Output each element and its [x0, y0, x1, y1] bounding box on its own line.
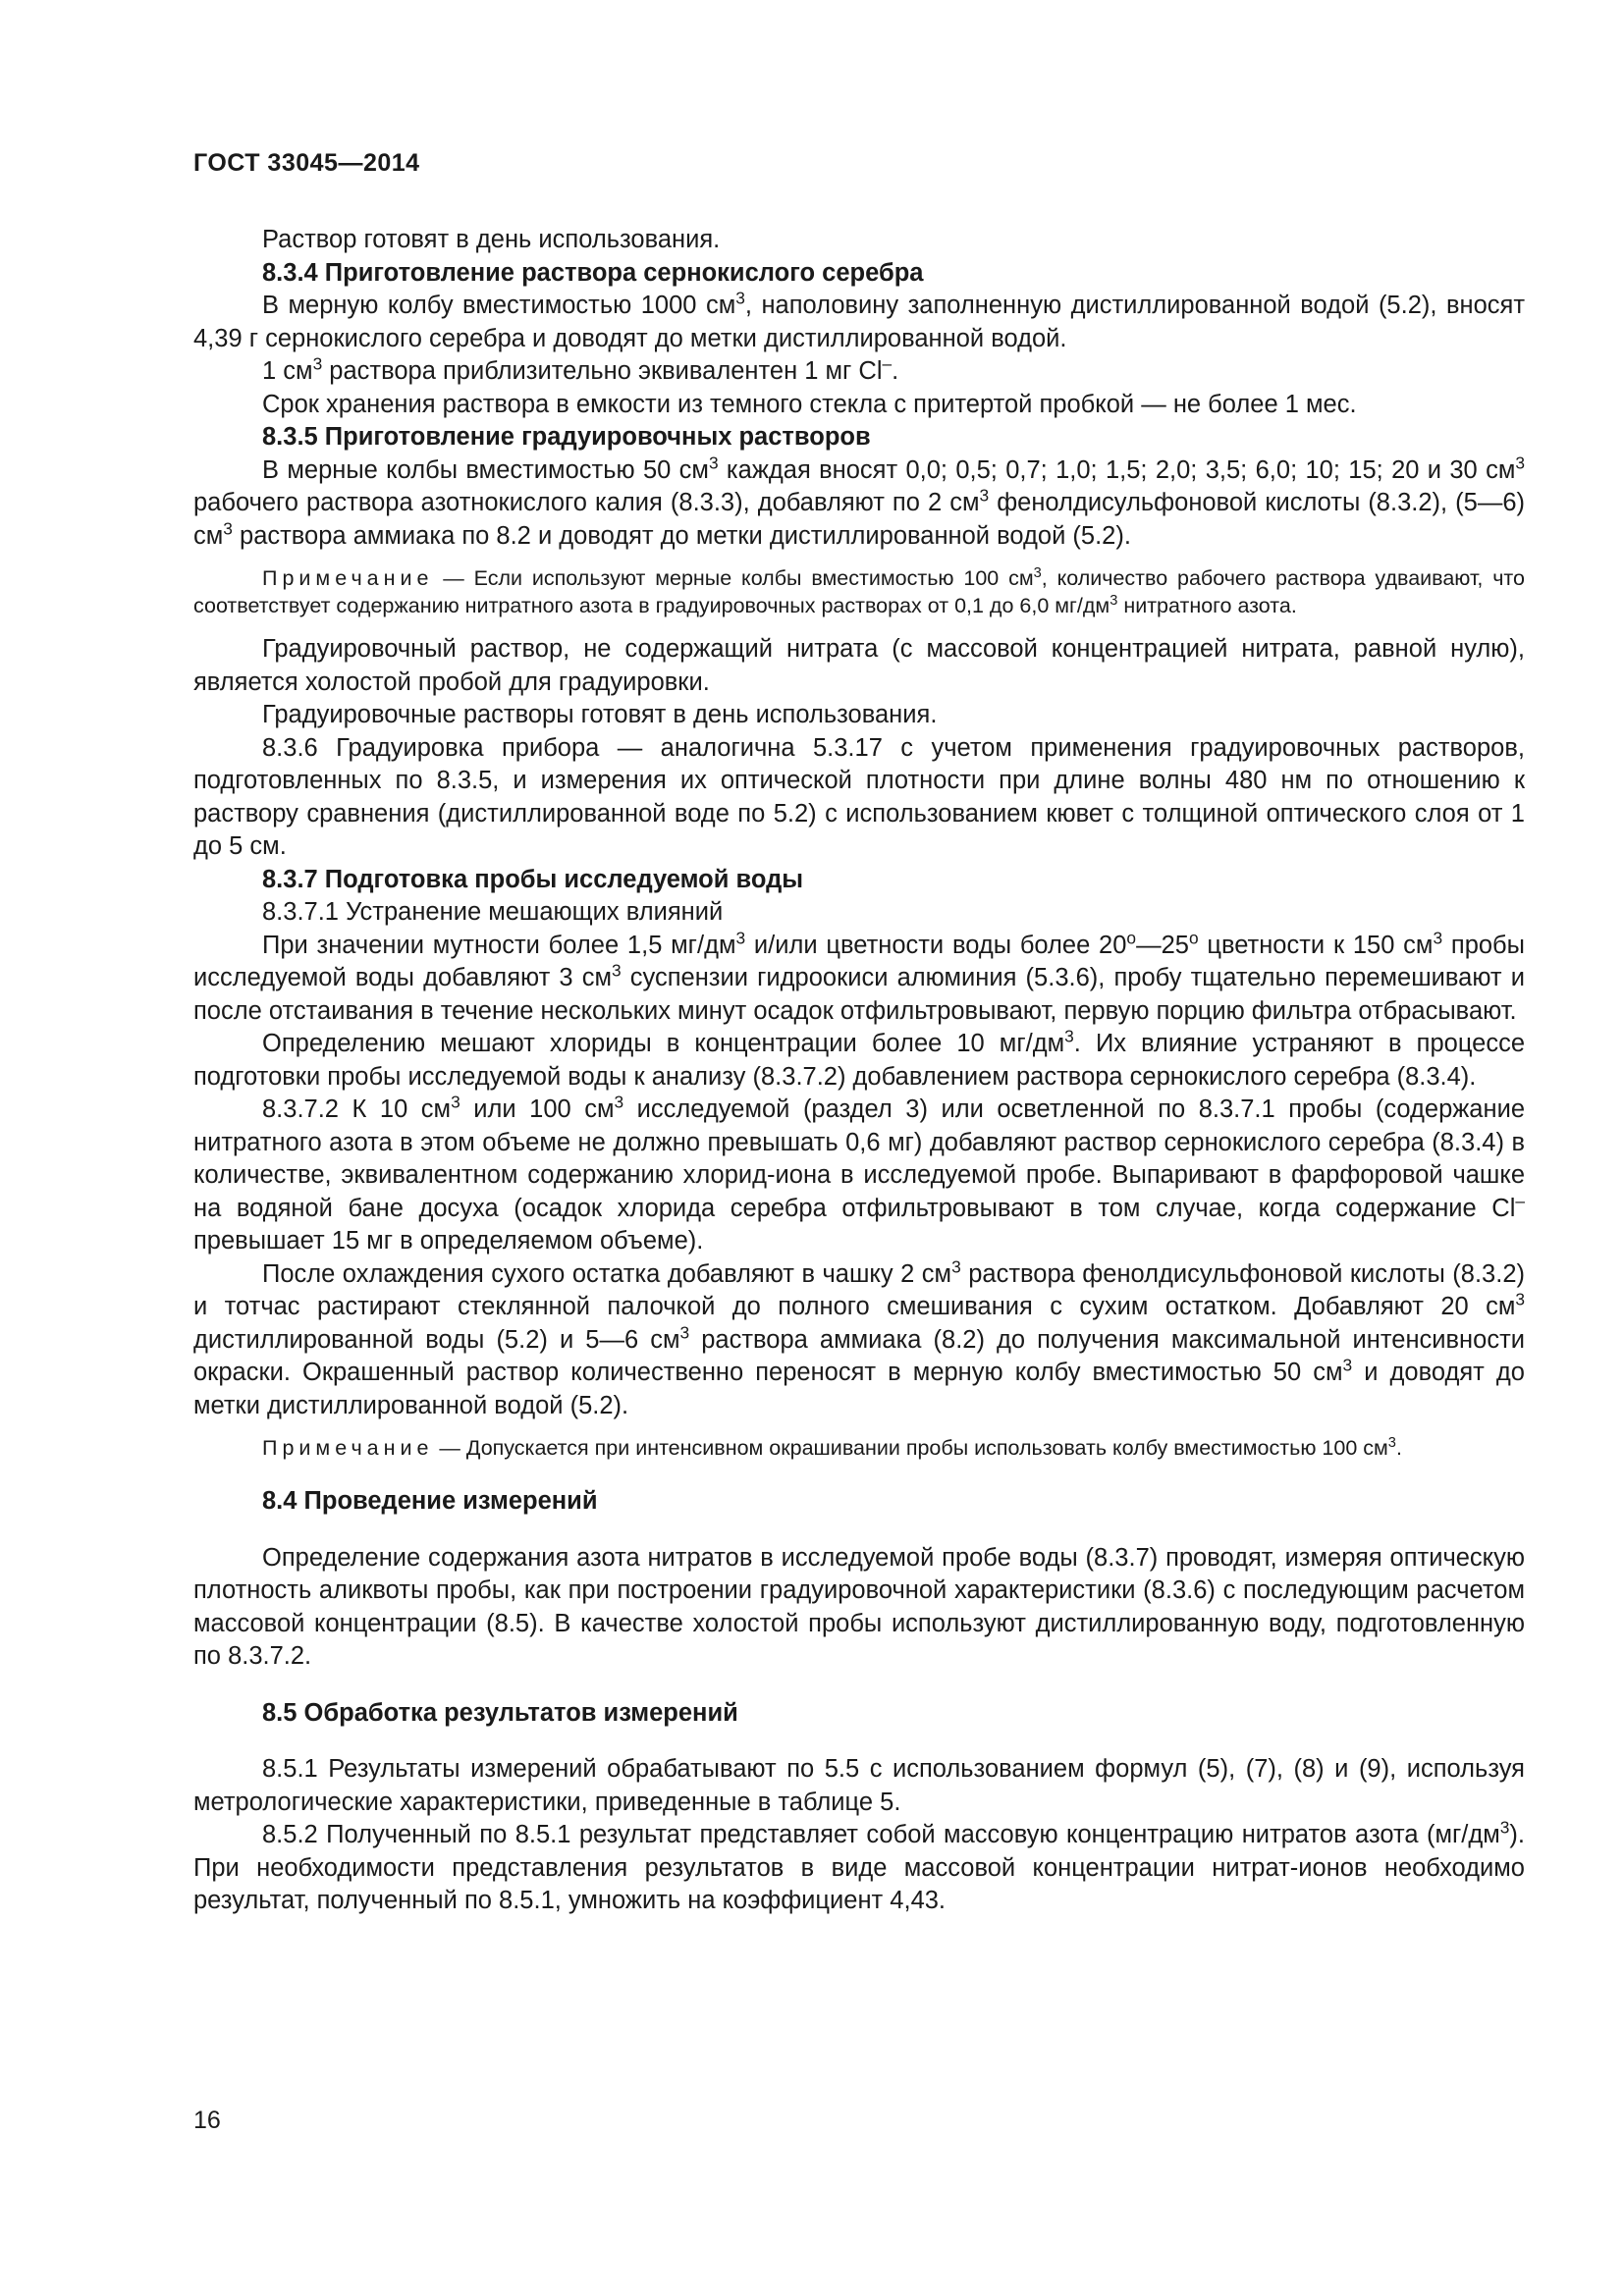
paragraph: 1 $см^3$ раствора приблизительно эквивалентен 1 мг Cl–.: [262, 353, 899, 385]
paragraph: В мерные колбы вместимостью 50 $см^3$ каждая вносят 0,0; 0,5; 0,7; 1,0; 1,5; 2,0; 3,5; 6,0; 10; 15; 20 и 30 $см^3$ рабочего раствора азотнокислого калия (8.3.3), добавляют по 2 $см^3$ фенолдисульфоновой кислоты (8.3.2), (5—6) $см^3$ раствора аммиака по 8.2 и доводят до метки дистиллированной водой (5.2).: [193, 453, 1525, 550]
document-code-header: ГОСТ 33045—2014: [193, 149, 420, 177]
paragraph: Определение содержания азота нитратов в исследуемой пробе воды (8.3.7) проводят, измеряя оптическую плотность аликвоты пробы, как при построении градуировочной характеристики (8.3.6) с последующим расчетом массовой концентрации (8.5). В качестве холостой пробы используют дистиллированную воду, подготовленную по 8.3.7.2.: [193, 1543, 1525, 1670]
paragraph: Раствор готовят в день использования.: [262, 226, 721, 253]
paragraph: При значении мутности более 1,5 $мг/дм^3$ и/или цветности воды более $20^о—25^о$ цветности к 150 $см^3$ пробы исследуемой воды добавляют 3 $см^3$ суспензии гидроокиси алюминия (5.3.6), пробу тщательно перемешивают и после отстаивания в течение нескольких минут осадок отфильтровывают, первую порцию фильтра отбрасывают.: [193, 928, 1525, 1025]
paragraph: 8.3.7.1 Устранение мешающих влияний: [262, 898, 724, 926]
paragraph: 8.5.1 Результаты измерений обрабатывают по 5.5 с использованием формул (5), (7), (8) и (9), используя метрологические характеристики, приведенные в таблице 5.: [193, 1755, 1525, 1816]
note: Примечание — Если используют мерные колбы вместимостью 100 $см^3$, количество рабочего раствора удваивают, что соответствует содержанию нитратного азота в градуировочных растворах от 0,1 до 6,0 $мг/дм^3$ нитратного азота.: [193, 564, 1525, 617]
paragraph: 8.5.2 Полученный по 8.5.1 результат представляет собой массовую концентрацию нитратов азота $(мг/дм^3)$. При необходимости представления результатов в виде массовой концентрации нитрат-ионов необходимо результат, полученный по 8.5.1, умножить на коэффициент 4,43.: [193, 1817, 1525, 1914]
paragraph: Срок хранения раствора в емкости из темного стекла с притертой пробкой — не более 1 мес.: [262, 390, 1357, 418]
page-number: 16: [193, 2107, 221, 2134]
note: Примечание — Допускается при интенсивном окрашивании пробы использовать колбу вместимостью 100 $см^3$.: [262, 1434, 1402, 1460]
paragraph: В мерную колбу вместимостью 1000 $см^3$, наполовину заполненную дистиллированной водой (5.2), вносят 4,39 г сернокислого серебра и доводят до метки дистиллированной водой.: [193, 288, 1525, 352]
section-heading-8-3-4: 8.3.4 Приготовление раствора сернокислого серебра: [262, 258, 924, 287]
paragraph: После охлаждения сухого остатка добавляют в чашку 2 $см^3$ раствора фенолдисульфоновой кислоты (8.3.2) и тотчас растирают стеклянной палочкой до полного смешивания с сухим остатком. Добавляют 20 $см^3$ дистиллированной воды (5.2) и 5—6 $см^3$ раствора аммиака (8.2) до получения максимальной интенсивности окраски. Окрашенный раствор количественно переносят в мерную колбу вместимостью 50 $см^3$ и доводят до метки дистиллированной водой (5.2).: [193, 1256, 1526, 1419]
paragraph: Определению мешают хлориды в концентрации более 10 $мг/дм^3$. Их влияние устраняют в процессе подготовки пробы исследуемой воды к анализу (8.3.7.2) добавлением раствора сернокислого серебра (8.3.4).: [193, 1026, 1525, 1091]
section-heading-8-3-5: 8.3.5 Приготовление градуировочных растворов: [262, 423, 871, 451]
paragraph: 8.3.6 Градуировка прибора — аналогична 5.3.17 с учетом применения градуировочных растворов, подготовленных по 8.3.5, и измерения их оптической плотности при длине волны 480 нм по отношению к раствору сравнения (дистиллированной воде по 5.2) с использованием кювет с толщиной оптического слоя от 1 до 5 см.: [193, 733, 1525, 860]
section-heading-8-3-7: 8.3.7 Подготовка пробы исследуемой воды: [262, 865, 804, 893]
page-body: [193, 224, 1525, 1918]
paragraph: Градуировочный раствор, не содержащий нитрата (с массовой концентрацией нитрата, равной нулю), является холостой пробой для градуировки.: [193, 635, 1525, 696]
paragraph: Градуировочные растворы готовят в день использования.: [262, 701, 938, 728]
section-heading-8-5: 8.5 Обработка результатов измерений: [262, 1698, 738, 1727]
section-heading-8-4: 8.4 Проведение измерений: [262, 1487, 598, 1515]
paragraph: 8.3.7.2 К 10 $см^3$ или 100 $см^3$ исследуемой (раздел 3) или осветленной по 8.3.7.1 пробы (содержание нитратного азота в этом объеме не должно превышать 0,6 мг) добавляют раствор сернокислого серебра (8.3.4) в количестве, эквивалентном содержанию хлорид-иона в исследуемой пробе. Выпаривают в фарфоровой чашке на водяной бане досуха (осадок хлорида серебра отфильтровывают в том случае, когда содержание Cl– превышает 15 мг в определяемом объеме).: [193, 1092, 1525, 1255]
